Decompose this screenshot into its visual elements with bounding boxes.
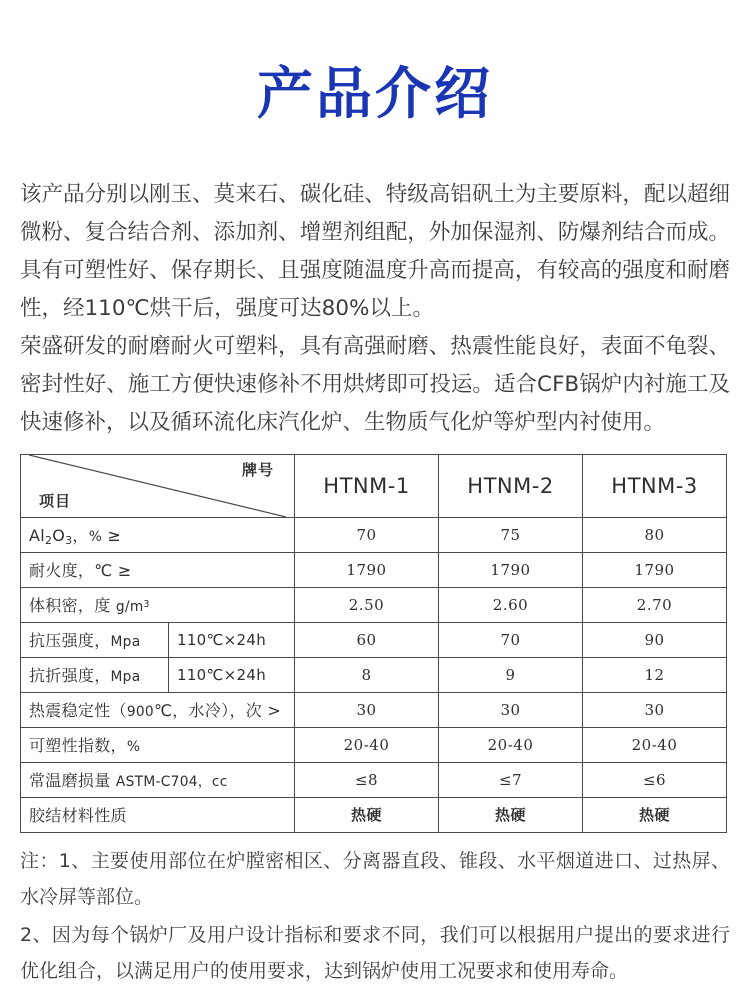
row-condition: 110℃×24h: [169, 622, 295, 657]
column-header-htnm-2: HTNM-2: [439, 454, 583, 517]
table-header-row: [21, 454, 727, 517]
cell-value-htnm-2: 2.60: [439, 587, 583, 622]
table-row: [21, 657, 727, 692]
corner-header-inner: [29, 455, 286, 517]
note-2: 2、因为每个锅炉厂及用户设计指标和要求不同，我们可以根据用户提出的要求进行优化组合，以满足用户的使用要求，达到锅炉使用工况要求和使用寿命。: [20, 923, 730, 982]
row-item-label: 可塑性指数，%: [21, 727, 295, 762]
table-row: [21, 762, 727, 797]
corner-grade-label: 牌号: [241, 460, 274, 479]
cell-value-htnm-2: 75: [439, 517, 583, 552]
corner-item-label: 项目: [39, 491, 72, 510]
table-row: [21, 552, 727, 587]
table-row: [21, 517, 727, 552]
row-condition: 110℃×24h: [169, 657, 295, 692]
cell-value-htnm-1: 8: [295, 657, 439, 692]
cell-value-htnm-3: 30: [583, 692, 727, 727]
note-1: 注：1、主要使用部位在炉膛密相区、分离器直段、锥段、水平烟道进口、过热屏、水冷屏等部位。: [20, 849, 730, 908]
intro-paragraph-1: 该产品分别以刚玉、莫来石、碳化硅、特级高铝矾土为主要原料，配以超细微粉、复合结合剂、添加剂、增塑剂组配，外加保湿剂、防爆剂结合而成。具有可塑性好、保存期长、且强度随温度升高而提高，有较高的强度和耐磨性，经110℃烘干后，强度可达80%以上。: [20, 181, 730, 321]
cell-value-htnm-2: 70: [439, 622, 583, 657]
row-item-label: 抗压强度，Mpa: [21, 622, 169, 657]
cell-value-htnm-1: 热硬: [295, 797, 439, 832]
cell-value-htnm-2: 30: [439, 692, 583, 727]
table-row: [21, 587, 727, 622]
cell-value-htnm-1: 20-40: [295, 727, 439, 762]
cell-value-htnm-1: 60: [295, 622, 439, 657]
cell-value-htnm-1: 30: [295, 692, 439, 727]
title-block: [18, 0, 732, 176]
cell-value-htnm-2: 9: [439, 657, 583, 692]
cell-value-htnm-3: ≤6: [583, 762, 727, 797]
row-item-label: 耐火度，℃ ≥: [21, 552, 295, 587]
cell-value-htnm-3: 1790: [583, 552, 727, 587]
cell-value-htnm-2: 热硬: [439, 797, 583, 832]
column-header-htnm-3: HTNM-3: [583, 454, 727, 517]
row-item-label: 热震稳定性（900℃，水冷），次 >: [21, 692, 295, 727]
row-item-label: 常温磨损量 ASTM-C704，cc: [21, 762, 295, 797]
cell-value-htnm-3: 20-40: [583, 727, 727, 762]
table-row: [21, 692, 727, 727]
cell-value-htnm-3: 80: [583, 517, 727, 552]
column-header-htnm-1: HTNM-1: [295, 454, 439, 517]
cell-value-htnm-3: 90: [583, 622, 727, 657]
cell-value-htnm-3: 热硬: [583, 797, 727, 832]
cell-value-htnm-1: ≤8: [295, 762, 439, 797]
row-item-label: $Al_2O_3$，% ≥: [21, 517, 295, 552]
cell-value-htnm-3: 12: [583, 657, 727, 692]
cell-value-htnm-2: ≤7: [439, 762, 583, 797]
table-row: [21, 797, 727, 832]
specification-table: [20, 454, 727, 833]
cell-value-htnm-2: 20-40: [439, 727, 583, 762]
row-item-label: 胶结材料性质: [21, 797, 295, 832]
row-item-label: 体积密，度 $g/m^3$: [21, 587, 295, 622]
table-row: [21, 727, 727, 762]
cell-value-htnm-3: 2.70: [583, 587, 727, 622]
notes-block: [18, 833, 732, 989]
page-title: 产品介绍: [257, 61, 493, 127]
spec-table-body: [21, 454, 727, 832]
cell-value-htnm-2: 1790: [439, 552, 583, 587]
cell-value-htnm-1: 1790: [295, 552, 439, 587]
intro-paragraph-2: 荣盛研发的耐磨耐火可塑料，具有高强耐磨、热震性能良好，表面不龟裂、密封性好、施工方便快速修补不用烘烤即可投运。适合CFB锅炉内衬施工及快速修补，以及循环流化床汽化炉、生物质气化炉等炉型内衬使用。: [20, 333, 730, 435]
table-row: [21, 622, 727, 657]
corner-header-cell: [21, 454, 295, 517]
cell-value-htnm-1: 70: [295, 517, 439, 552]
row-item-label: 抗折强度，Mpa: [21, 657, 169, 692]
spec-table-container: [18, 448, 732, 833]
cell-value-htnm-1: 2.50: [295, 587, 439, 622]
